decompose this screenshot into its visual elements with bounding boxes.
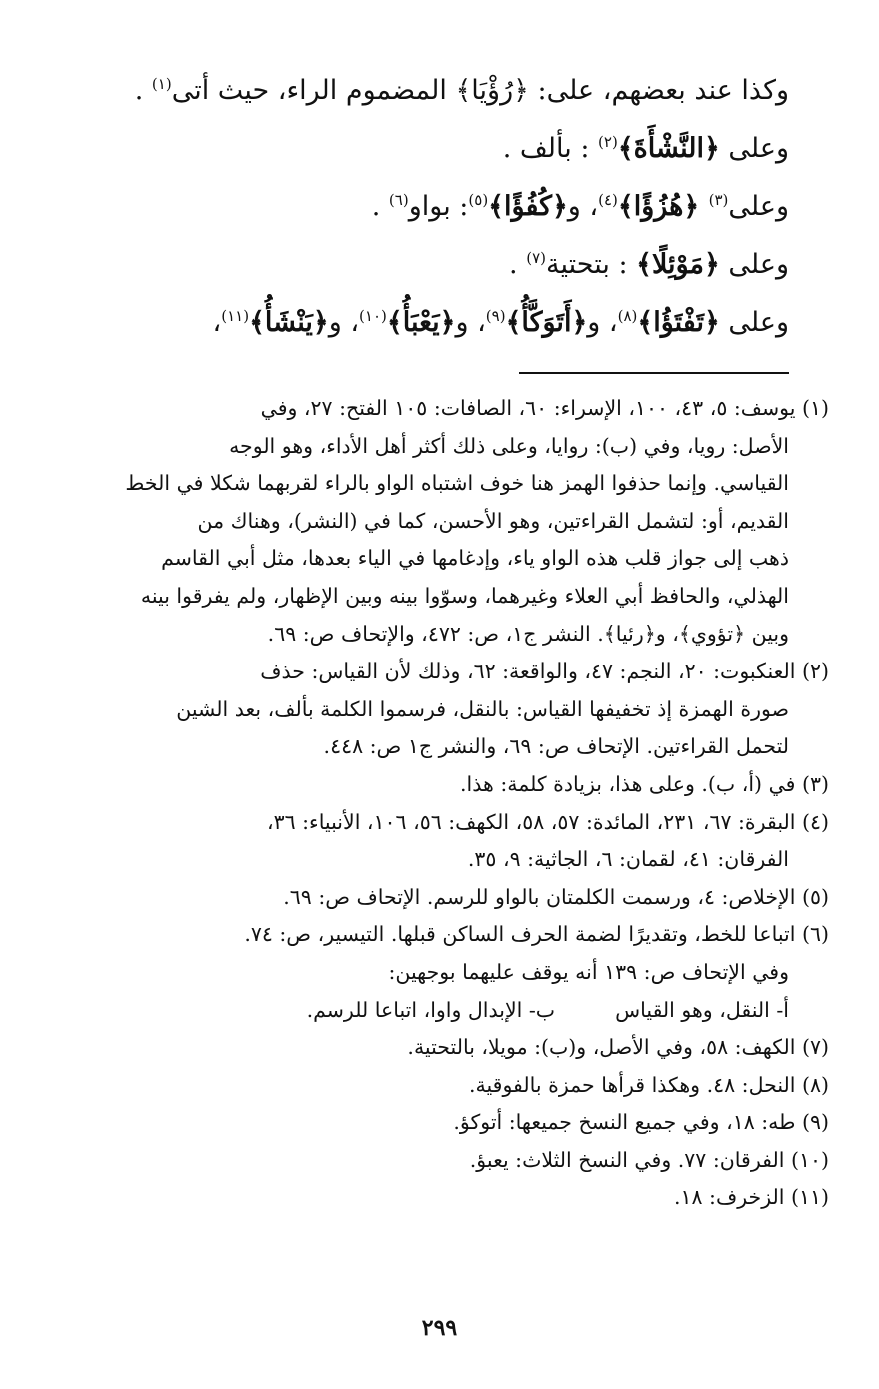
- footnote-ref: (٨): [617, 307, 638, 325]
- footnote-ref: (١): [151, 75, 172, 93]
- main-line-text: وعلى: [719, 307, 789, 338]
- quranic-word: ﴿كُفُؤًا﴾: [488, 191, 568, 222]
- footnote-ref: (٢): [598, 133, 618, 151]
- footnote-ref: (٤): [598, 191, 618, 209]
- footnote-ref: (٧): [526, 249, 546, 267]
- main-line-text: وكذا عند بعضهم، على: ﴿رُؤْيَا﴾ المضموم الراء، حيث أتى: [171, 75, 789, 106]
- punctuation: .: [134, 75, 152, 106]
- footnote-4-cont: الفرقان: ٤١، لقمان: ٦، الجاثية: ٩، ٣٥.: [467, 847, 789, 872]
- quranic-word: ﴿تَفْتَؤُا﴾: [637, 307, 720, 338]
- page-number: ٢٩٩: [421, 1315, 458, 1341]
- main-line-text: ، و: [455, 307, 486, 338]
- footnote-5: (٥) الإخلاص: ٤، ورسمت الكلمتان بالواو للرسم. الإتحاف ص: ٦٩.: [283, 884, 829, 909]
- main-line-1: [80, 62, 789, 120]
- main-line-text: : بألف: [519, 133, 599, 164]
- main-line-4: [80, 236, 789, 294]
- footnote-1-cont: ذهب إلى جواز قلب هذه الواو ياء، وإدغامها في الياء بعدها، مثل أبي القاسم: [161, 546, 789, 571]
- footnote-6-options: [108, 992, 829, 1030]
- quranic-word: ﴿مَوْئِلًا﴾: [636, 249, 720, 280]
- footnote-7: (٧) الكهف: ٥٨، وفي الأصل، و(ب): مويلا، بالتحتية.: [407, 1035, 829, 1060]
- main-line-3: [80, 178, 789, 236]
- main-line-text: وعلى: [719, 249, 789, 280]
- footnote-1-cont: الهذلي، والحافظ أبي العلاء وغيرهما، وسوّوا بينه وبين الإظهار، ولم يفرقوا بينه: [140, 583, 789, 608]
- footnote-2-cont: صورة الهمزة إذ تخفيفها القياس: بالنقل، فرسموا الكلمة بألف، بعد الشين: [176, 696, 789, 721]
- quranic-word: ﴿هُزُؤًا﴾: [617, 191, 709, 222]
- footnote-1: (١) يوسف: ٥، ٤٣، ١٠٠، الإسراء: ٦٠، الصافات: ١٠٥ الفتح: ٢٧، وفي: [260, 396, 829, 420]
- main-line-text: ، و: [567, 191, 599, 222]
- footnote-4: (٤) البقرة: ٦٧، ٢٣١، المائدة: ٥٧، ٥٨، الكهف: ٥٦، ١٠٦، الأنبياء: ٣٦،: [266, 809, 829, 834]
- footnote-ref: (٦): [388, 191, 409, 209]
- main-line-5: [80, 294, 789, 352]
- quranic-word: ﴿النَّشْأَةَ﴾: [617, 133, 720, 164]
- footnote-9: (٩) طه: ١٨، وفي جميع النسخ جميعها: أتوكؤ.: [453, 1110, 829, 1135]
- option-a: أ- النقل، وهو القياس: [615, 997, 789, 1022]
- quranic-word: ﴿يَنْشَأُ﴾: [249, 307, 329, 338]
- punctuation: .: [371, 191, 389, 222]
- footnote-8: (٨) النحل: ٤٨. وهكذا قرأها حمزة بالفوقية.: [468, 1072, 829, 1097]
- main-line-text: ، و: [328, 307, 360, 338]
- footnotes: [108, 390, 829, 1217]
- footnote-10: (١٠) الفرقان: ٧٧. وفي النسخ الثلاث: يعبؤ.: [469, 1147, 829, 1172]
- punctuation: ،: [212, 307, 222, 338]
- main-line-text: : بتحتية: [546, 249, 637, 280]
- punctuation: .: [509, 249, 527, 280]
- footnote-1-cont: الأصل: رويا، وفي (ب): روايا، وعلى ذلك أكثر أهل الأداء، وهو الوجه: [229, 433, 789, 458]
- footnote-ref: (١١): [221, 307, 250, 325]
- main-line-text: وعلى: [719, 133, 789, 164]
- punctuation: .: [502, 133, 520, 164]
- footnote-6: (٦) اتباعا للخط، وتقديرًا لضمة الحرف الساكن قبلها. التيسير، ص: ٧٤.: [244, 922, 829, 947]
- quranic-word: ﴿أَتَوَكَّأُ﴾: [505, 307, 588, 338]
- footnote-2: (٢) العنكبوت: ٢٠، النجم: ٤٧، والواقعة: ٦٢، وذلك لأن القياس: حذف: [260, 659, 829, 684]
- footnote-6-cont: وفي الإتحاف ص: ١٣٩ أنه يوقف عليهما بوجهين:: [388, 959, 789, 984]
- main-line-text: : بواو: [408, 191, 469, 222]
- main-text: [80, 62, 789, 352]
- footnote-1-cont: القديم، أو: لتشمل القراءتين، وهو الأحسن، كما في (النشر)، وهناك من: [197, 508, 789, 533]
- footnote-ref: (٩): [485, 307, 506, 325]
- footnote-1-cont: القياسي. وإنما حذفوا الهمز هنا خوف اشتباه الواو بالراء لقربهما شكلا في الخط: [125, 471, 789, 496]
- main-line-text: ، و: [587, 307, 618, 338]
- footnote-ref: (١٠): [359, 307, 387, 325]
- quranic-word: ﴿يَعْبَأُ﴾: [386, 307, 456, 338]
- main-line-text: وعلى: [728, 191, 789, 222]
- footnote-3: (٣) في (أ، ب). وعلى هذا، بزيادة كلمة: هذا.: [460, 771, 829, 796]
- option-b: ب- الإبدال واوا، اتباعا للرسم.: [306, 997, 556, 1022]
- footnote-ref: (٣): [708, 191, 729, 209]
- main-line-2: [80, 120, 789, 178]
- footnote-1-cont: وبين ﴿تؤوي﴾، و﴿رئيا﴾. النشر ج١، ص: ٤٧٢، والإتحاف ص: ٦٩.: [267, 621, 789, 646]
- footnote-separator: [519, 372, 789, 374]
- footnote-ref: (٥): [468, 191, 489, 209]
- footnote-11: (١١) الزخرف: ١٨.: [673, 1185, 829, 1210]
- footnote-2-cont: لتحمل القراءتين. الإتحاف ص: ٦٩، والنشر ج١ ص: ٤٤٨.: [323, 734, 789, 759]
